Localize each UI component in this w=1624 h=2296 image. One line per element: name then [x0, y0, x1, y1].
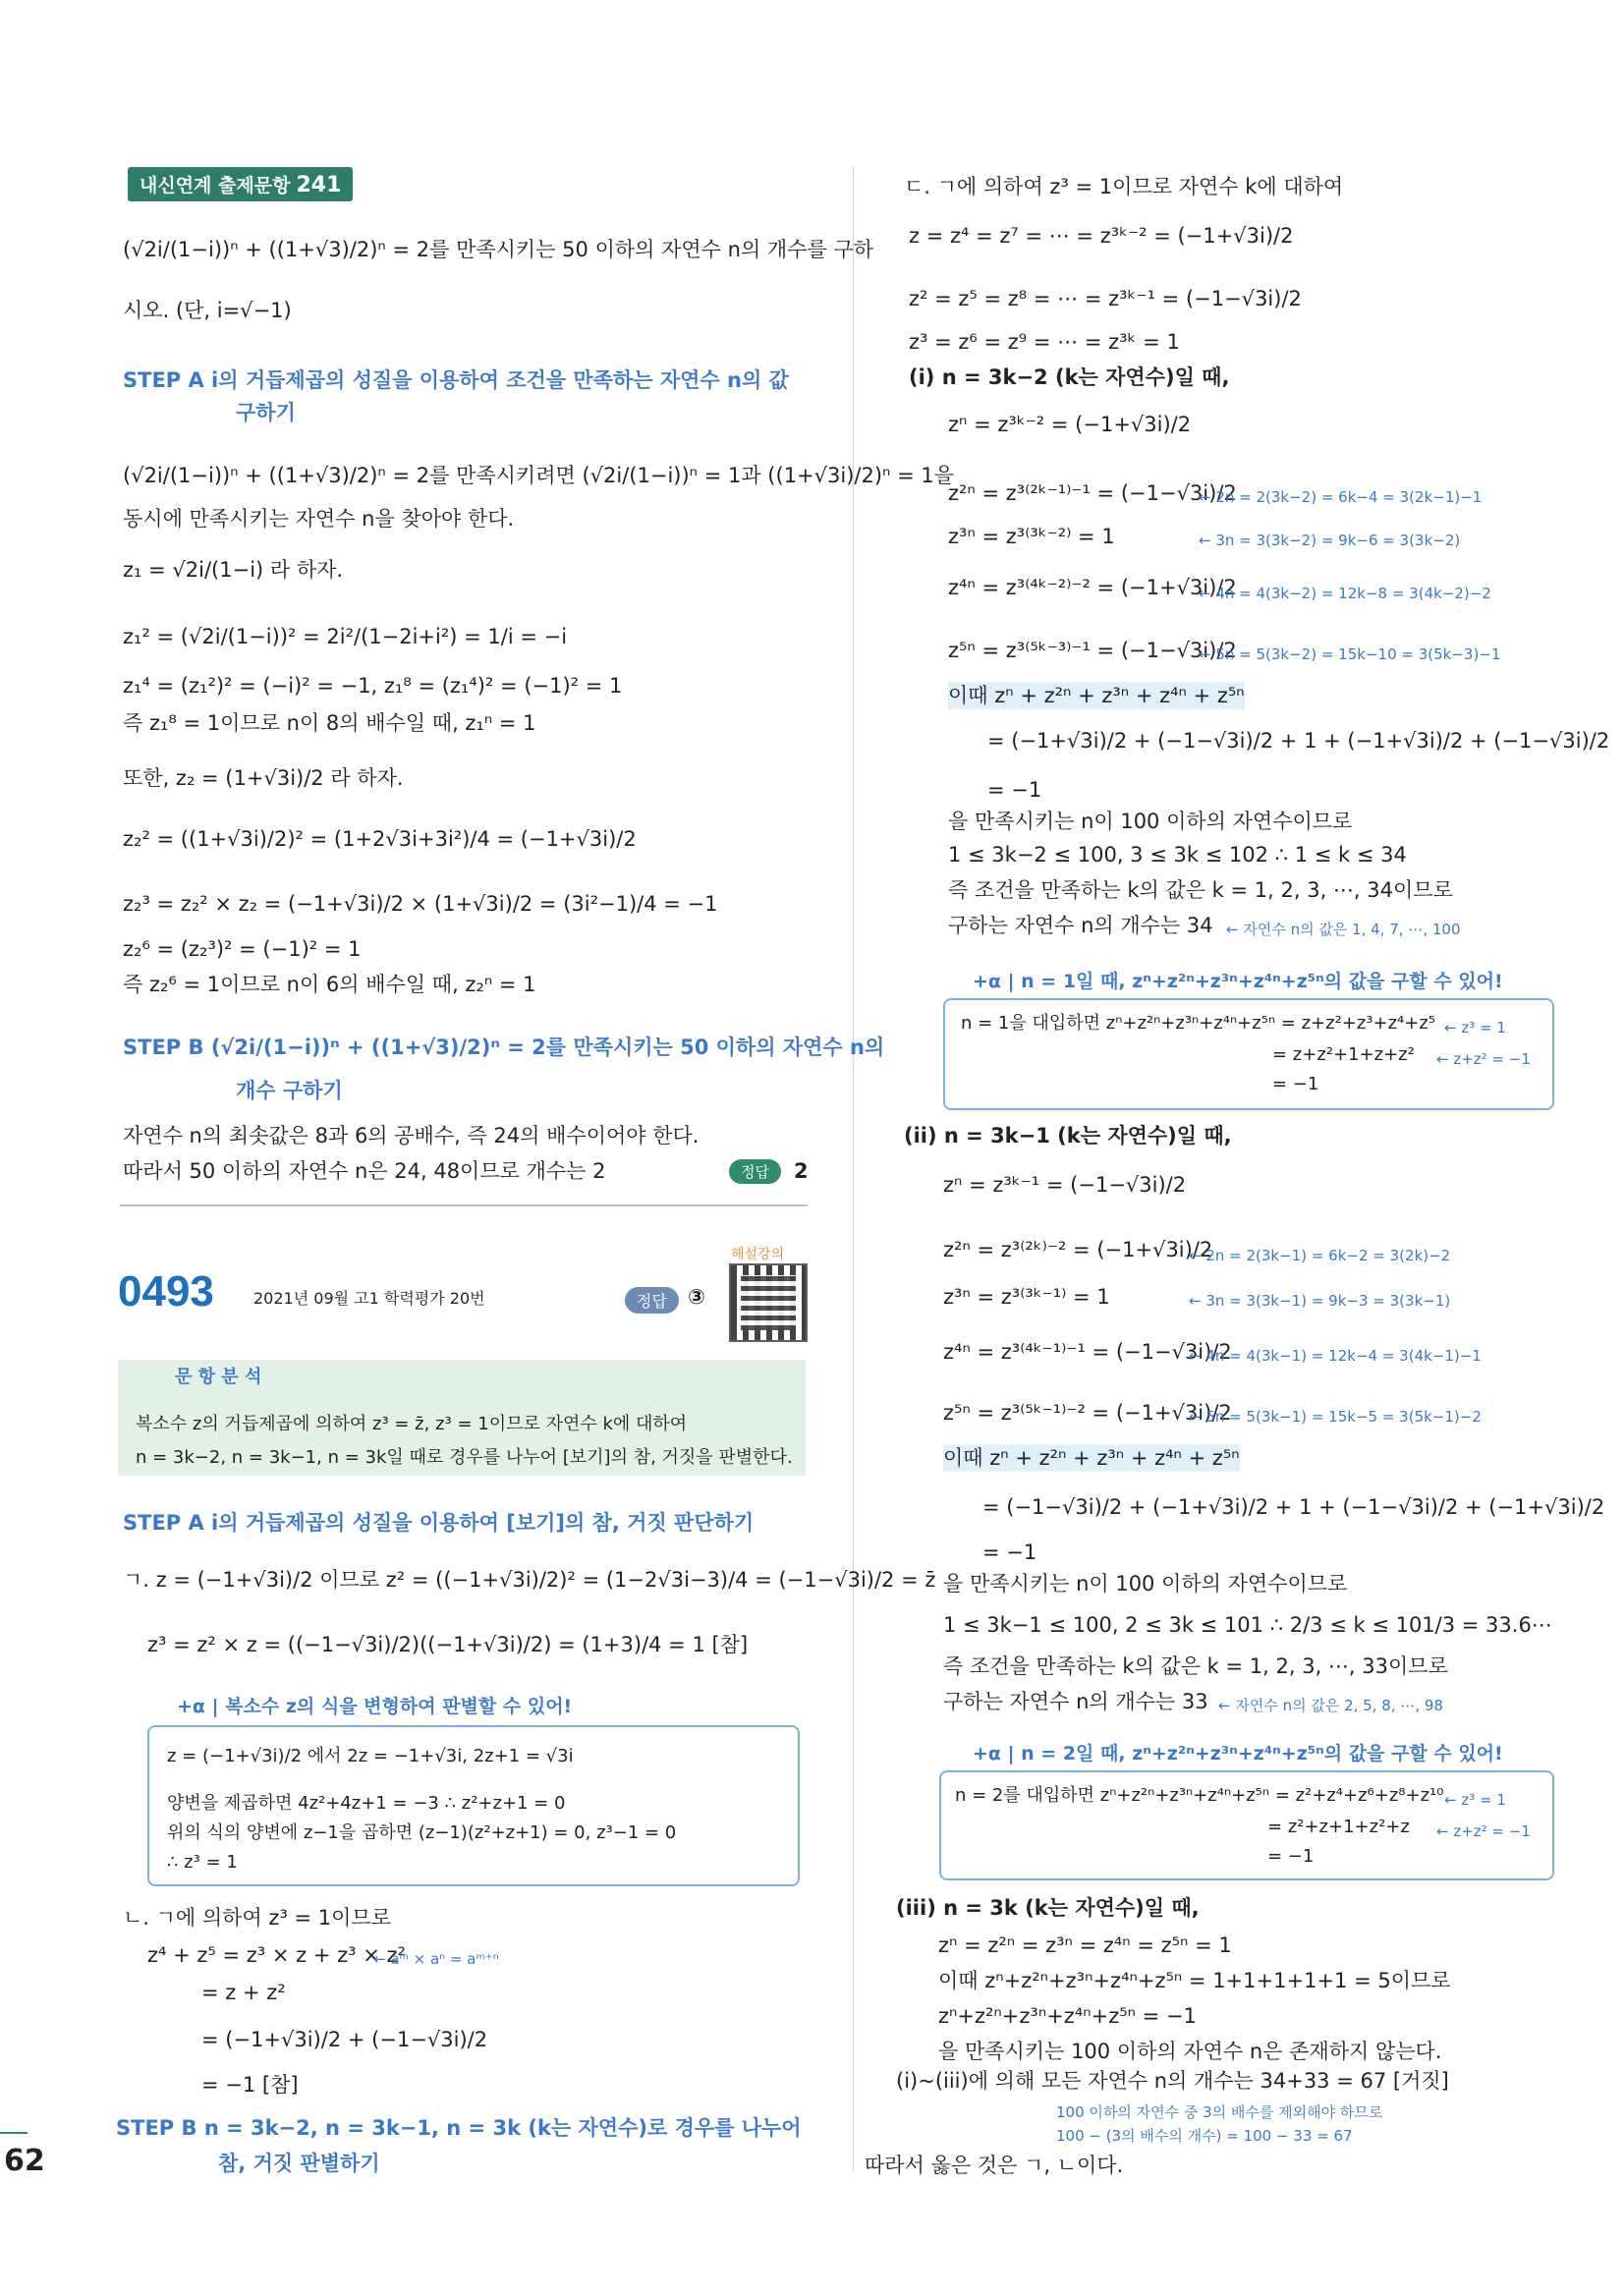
tag-label: 내신연계 출제문항 — [140, 175, 291, 196]
qr-label: 해설강의 — [731, 1247, 785, 1262]
problem-answer-badge: 정답 — [625, 1287, 679, 1314]
r-i-5: z⁵ⁿ = z³⁽⁵ᵏ⁻³⁾⁻¹ = (−1−√3i)/2 — [948, 639, 1237, 662]
line-a-2: 동시에 만족시키는 자연수 n을 찾아야 한다. — [123, 507, 515, 531]
r-i-10: 1 ≤ 3k−2 ≤ 100, 3 ≤ 3k ≤ 102 ∴ 1 ≤ k ≤ 34 — [948, 843, 1407, 867]
r-i-note-5: ← 자연수 n의 값은 1, 4, 7, ⋯, 100 — [1226, 921, 1461, 938]
r-ii-10: 1 ≤ 3k−1 ≤ 100, 2 ≤ 3k ≤ 101 ∴ 2/3 ≤ k ≤ 101/3 = 33.6⋯ — [943, 1613, 1552, 1637]
alpha-box1-line-2: 양변을 제곱하면 4z²+4z+1 = −3 ∴ z²+z+1 = 0 — [167, 1793, 566, 1814]
r-ii-11: 즉 조건을 만족하는 k의 값은 k = 1, 2, 3, ⋯, 33이므로 — [943, 1654, 1448, 1678]
line-d-3: = z + z² — [201, 1981, 286, 2004]
page-number: 62 — [4, 2144, 45, 2178]
r-case-iii: (iii) n = 3k (k는 자연수)일 때, — [896, 1896, 1200, 1920]
problem-line-1: (√2i/(1−i))ⁿ + ((1+√3)/2)ⁿ = 2를 만족시키는 50 이하의 자연수 n의 개수를 구하 — [123, 238, 874, 261]
line-a-3: z₁ = √2i/(1−i) 라 하자. — [123, 558, 344, 582]
alpha-box1-line-1: z = (−1+√3i)/2 에서 2z = −1+√3i, 2z+1 = √3i — [167, 1746, 574, 1766]
alpha-box2-note-2: ← z+z² = −1 — [1436, 1050, 1531, 1068]
line-d-1: ㄴ. ㄱ에 의하여 z³ = 1이므로 — [123, 1906, 392, 1930]
r-ii-6: 이때 zⁿ + z²ⁿ + z³ⁿ + z⁴ⁿ + z⁵ⁿ — [943, 1446, 1240, 1470]
r-i-12: 구하는 자연수 n의 개수는 34 — [948, 914, 1213, 937]
line-a-1: (√2i/(1−i))ⁿ + ((1+√3)/2)ⁿ = 2를 만족시키려면 (√2i/(1−i))ⁿ = 1과 ((1+√3i)/2)ⁿ = 1을 — [123, 464, 955, 487]
note-d: ← aᵐ × aⁿ = aᵐ⁺ⁿ — [373, 1950, 499, 1968]
r-top-4: z³ = z⁶ = z⁹ = ⋯ = z³ᵏ = 1 — [909, 330, 1180, 354]
line-a-11: 즉 z₂⁶ = 1이므로 n이 6의 배수일 때, z₂ⁿ = 1 — [123, 973, 536, 996]
r-ii-8: = −1 — [982, 1540, 1037, 1564]
r-iii-note-2: 100 − (3의 배수의 개수) = 100 − 33 = 67 — [1056, 2127, 1353, 2145]
r-i-6: 이때 zⁿ + z²ⁿ + z³ⁿ + z⁴ⁿ + z⁵ⁿ — [948, 684, 1245, 707]
r-iii-1: zⁿ = z²ⁿ = z³ⁿ = z⁴ⁿ = z⁵ⁿ = 1 — [938, 1933, 1232, 1957]
r-ii-4: z⁴ⁿ = z³⁽⁴ᵏ⁻¹⁾⁻¹ = (−1−√3i)/2 — [943, 1340, 1232, 1364]
r-i-8: = −1 — [987, 778, 1042, 802]
page-number-rule — [0, 2132, 28, 2134]
alpha-box2-line-3: = −1 — [1272, 1074, 1319, 1094]
r-iii-4: 을 만족시키는 100 이하의 자연수 n은 존재하지 않는다. — [938, 2040, 1442, 2063]
r-i-2: z²ⁿ = z³⁽²ᵏ⁻¹⁾⁻¹ = (−1−√3i)/2 — [948, 481, 1237, 505]
analysis-line-2: n = 3k−2, n = 3k−1, n = 3k일 때로 경우를 나누어 [보기]의 참, 거짓을 판별한다. — [136, 1447, 793, 1468]
r-ii-1: zⁿ = z³ᵏ⁻¹ = (−1−√3i)/2 — [943, 1173, 1187, 1197]
problem-number: 0493 — [118, 1267, 214, 1316]
r-i-3: z³ⁿ = z³⁽³ᵏ⁻²⁾ = 1 — [948, 525, 1115, 548]
line-a-5: z₁⁴ = (z₁²)² = (−i)² = −1, z₁⁸ = (z₁⁴)² = (−1)² = 1 — [123, 674, 623, 698]
conclusion: 따라서 옳은 것은 ㄱ, ㄴ이다. — [865, 2154, 1124, 2177]
r-i-note-1: ← 2n = 2(3k−2) = 6k−4 = 3(2k−1)−1 — [1199, 488, 1483, 506]
alpha-box3-title: +α | n = 2일 때, zⁿ+z²ⁿ+z³ⁿ+z⁴ⁿ+z⁵ⁿ의 값을 구할 수 있어! — [973, 1743, 1503, 1764]
line-d-5: = −1 [참] — [201, 2073, 299, 2097]
alpha-box1-title: +α | 복소수 z의 식을 변형하여 판별할 수 있어! — [177, 1696, 573, 1717]
line-a-10: z₂⁶ = (z₂³)² = (−1)² = 1 — [123, 937, 362, 961]
r-i-11: 즉 조건을 만족하는 k의 값은 k = 1, 2, 3, ⋯, 34이므로 — [948, 878, 1453, 902]
r-ii-9: 을 만족시키는 n이 100 이하의 자연수이므로 — [943, 1572, 1348, 1596]
problem-answer: ③ — [688, 1285, 705, 1309]
line-b-2: 따라서 50 이하의 자연수 n은 24, 48이므로 개수는 2 — [123, 1159, 606, 1183]
r-i-note-4: ← 5n = 5(3k−2) = 15k−10 = 3(5k−3)−1 — [1199, 645, 1501, 663]
r-iii-note-1: 100 이하의 자연수 중 3의 배수를 제외해야 하므로 — [1056, 2103, 1383, 2121]
r-i-1: zⁿ = z³ᵏ⁻² = (−1+√3i)/2 — [948, 413, 1192, 436]
problem-source: 2021년 09월 고1 학력평가 20번 — [253, 1289, 485, 1308]
r-iii-5: (i)~(iii)에 의해 모든 자연수 n의 개수는 34+33 = 67 [거짓] — [896, 2069, 1449, 2093]
r-i-4: z⁴ⁿ = z³⁽⁴ᵏ⁻²⁾⁻² = (−1+√3i)/2 — [948, 576, 1237, 599]
analysis-line-1: 복소수 z의 거듭제곱에 의하여 z³ = z̄, z³ = 1이므로 자연수 k에 대하여 — [136, 1414, 688, 1434]
r-case-ii: (ii) n = 3k−1 (k는 자연수)일 때, — [904, 1124, 1232, 1148]
step-a2-title: STEP A i의 거듭제곱의 성질을 이용하여 [보기]의 참, 거짓 판단하기 — [123, 1511, 755, 1535]
alpha-box2-title: +α | n = 1일 때, zⁿ+z²ⁿ+z³ⁿ+z⁴ⁿ+z⁵ⁿ의 값을 구할 수 있어! — [973, 971, 1503, 992]
answer-badge: 정답 — [729, 1159, 781, 1184]
analysis-title: 문 항 분 석 — [175, 1367, 262, 1387]
r-i-7: = (−1+√3i)/2 + (−1−√3i)/2 + 1 + (−1+√3i)/2 + (−1−√3i)/2 — [987, 729, 1610, 753]
line-a-4: z₁² = (√2i/(1−i))² = 2i²/(1−2i+i²) = 1/i = −i — [123, 625, 568, 648]
line-d-2: z⁴ + z⁵ = z³ × z + z³ × z² — [147, 1943, 406, 1967]
step-a-title-2: 구하기 — [236, 401, 296, 424]
r-ii-note-5: ← 자연수 n의 값은 2, 5, 8, ⋯, 98 — [1218, 1697, 1443, 1714]
r-top-1: ㄷ. ㄱ에 의하여 z³ = 1이므로 자연수 k에 대하여 — [904, 175, 1344, 198]
r-ii-5: z⁵ⁿ = z³⁽⁵ᵏ⁻¹⁾⁻² = (−1+√3i)/2 — [943, 1401, 1232, 1425]
r-ii-note-2: ← 3n = 3(3k−1) = 9k−3 = 3(3k−1) — [1189, 1292, 1451, 1310]
step-b-title-2: 개수 구하기 — [236, 1079, 343, 1102]
alpha-box3-line-2: = z²+z+1+z²+z — [1267, 1817, 1410, 1837]
alpha-box1-line-4: ∴ z³ = 1 — [167, 1852, 238, 1873]
r-case-i: (i) n = 3k−2 (k는 자연수)일 때, — [909, 365, 1230, 389]
line-a-9: z₂³ = z₂² × z₂ = (−1+√3i)/2 × (1+√3i)/2 = (3i²−1)/4 = −1 — [123, 892, 718, 916]
line-a-8: z₂² = ((1+√3i)/2)² = (1+2√3i+3i²)/4 = (−1+√3i)/2 — [123, 827, 637, 851]
line-d-4: = (−1+√3i)/2 + (−1−√3i)/2 — [201, 2028, 488, 2051]
r-i-9: 을 만족시키는 n이 100 이하의 자연수이므로 — [948, 810, 1353, 833]
r-ii-3: z³ⁿ = z³⁽³ᵏ⁻¹⁾ = 1 — [943, 1285, 1110, 1309]
line-a-7: 또한, z₂ = (1+√3i)/2 라 하자. — [123, 766, 404, 790]
alpha-box3-note-1: ← z³ = 1 — [1444, 1791, 1506, 1809]
line-b-1: 자연수 n의 최솟값은 8과 6의 공배수, 즉 24의 배수이어야 한다. — [123, 1124, 700, 1148]
alpha-box2-line-2: = z+z²+1+z+z² — [1272, 1044, 1415, 1065]
line-a-6: 즉 z₁⁸ = 1이므로 n이 8의 배수일 때, z₁ⁿ = 1 — [123, 711, 536, 735]
r-i-note-3: ← 4n = 4(3k−2) = 12k−8 = 3(4k−2)−2 — [1199, 585, 1491, 602]
r-top-3: z² = z⁵ = z⁸ = ⋯ = z³ᵏ⁻¹ = (−1−√3i)/2 — [909, 287, 1302, 310]
line-c-2: z³ = z² × z = ((−1−√3i)/2)((−1+√3i)/2) = (1+3)/4 = 1 [참] — [147, 1633, 749, 1656]
alpha-box2-line-1: n = 1을 대입하면 zⁿ+z²ⁿ+z³ⁿ+z⁴ⁿ+z⁵ⁿ = z+z²+z³+z⁴+z⁵ — [961, 1013, 1436, 1034]
alpha-box3-line-1: n = 2를 대입하면 zⁿ+z²ⁿ+z³ⁿ+z⁴ⁿ+z⁵ⁿ = z²+z⁴+z⁶+z⁸+z¹⁰ — [955, 1785, 1444, 1806]
step-b-title: STEP B (√2i/(1−i))ⁿ + ((1+√3)/2)ⁿ = 2를 만족시키는 50 이하의 자연수 n의 — [123, 1036, 885, 1059]
r-ii-12: 구하는 자연수 n의 개수는 33 — [943, 1690, 1208, 1713]
tag-number: 241 — [296, 173, 342, 197]
alpha-box2-note-1: ← z³ = 1 — [1444, 1019, 1506, 1036]
alpha-box3-note-2: ← z+z² = −1 — [1436, 1822, 1531, 1840]
r-ii-note-4: ← 5n = 5(3k−1) = 15k−5 = 3(5k−1)−2 — [1189, 1408, 1482, 1426]
answer-value: 2 — [794, 1159, 809, 1183]
r-ii-note-1: ← 2n = 2(3k−1) = 6k−2 = 3(2k)−2 — [1189, 1247, 1451, 1264]
r-ii-7: = (−1−√3i)/2 + (−1+√3i)/2 + 1 + (−1−√3i)/2 + (−1+√3i)/2 — [982, 1495, 1605, 1519]
alpha-box1-line-3: 위의 식의 양변에 z−1을 곱하면 (z−1)(z²+z+1) = 0, z³−1 = 0 — [167, 1822, 677, 1843]
r-ii-note-3: ← 4n = 4(3k−1) = 12k−4 = 3(4k−1)−1 — [1189, 1347, 1482, 1365]
qr-code-icon[interactable] — [729, 1263, 808, 1342]
r-ii-2: z²ⁿ = z³⁽²ᵏ⁾⁻² = (−1+√3i)/2 — [943, 1238, 1213, 1261]
step-a-title: STEP A i의 거듭제곱의 성질을 이용하여 조건을 만족하는 자연수 n의 값 — [123, 368, 789, 392]
line-c-1: ㄱ. z = (−1+√3i)/2 이므로 z² = ((−1+√3i)/2)² = (1−2√3i−3)/4 = (−1−√3i)/2 = z̄ — [123, 1568, 936, 1592]
r-top-2: z = z⁴ = z⁷ = ⋯ = z³ᵏ⁻² = (−1+√3i)/2 — [909, 224, 1294, 248]
problem-tag — [128, 167, 353, 201]
r-i-note-2: ← 3n = 3(3k−2) = 9k−6 = 3(3k−2) — [1199, 532, 1461, 549]
r-iii-3: zⁿ+z²ⁿ+z³ⁿ+z⁴ⁿ+z⁵ⁿ = −1 — [938, 2004, 1197, 2028]
step-b2-title-2: 참, 거짓 판별하기 — [218, 2152, 380, 2175]
section-rule — [120, 1204, 808, 1206]
problem-line-2: 시오. (단, i=√−1) — [123, 299, 292, 322]
step-b2-title: STEP B n = 3k−2, n = 3k−1, n = 3k (k는 자연수)로 경우를 나누어 — [116, 2116, 802, 2140]
alpha-box3-line-3: = −1 — [1267, 1846, 1315, 1867]
r-iii-2: 이때 zⁿ+z²ⁿ+z³ⁿ+z⁴ⁿ+z⁵ⁿ = 1+1+1+1+1 = 5이므로 — [938, 1969, 1451, 1992]
